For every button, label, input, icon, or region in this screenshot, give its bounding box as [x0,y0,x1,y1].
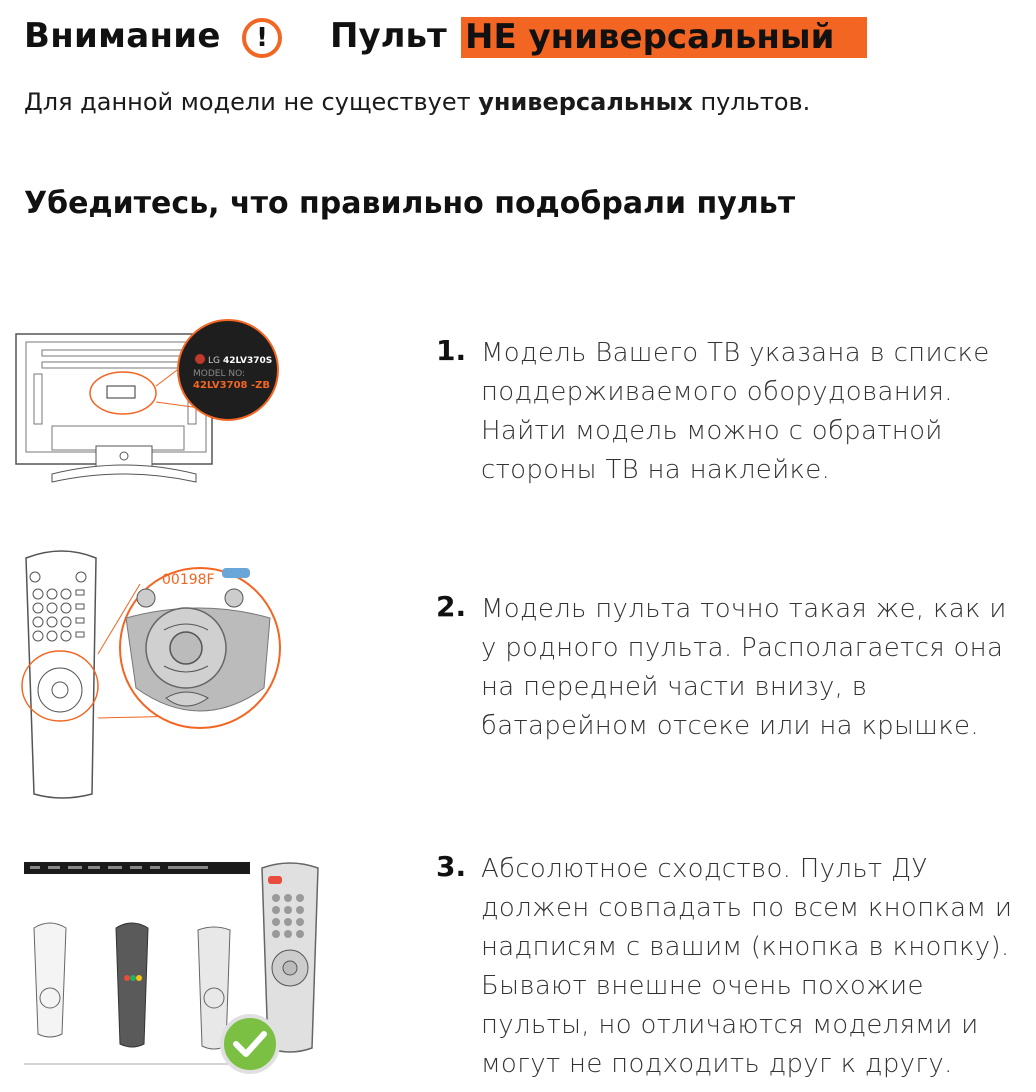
attention-title: Внимание [24,16,221,56]
intro-after: пультов. [692,88,811,116]
tv-back-illustration [12,306,332,496]
remote-code-label: 00198F [162,572,215,588]
remote-zoom-illustration [14,548,284,808]
step-2-text: Модель пульта точно такая же, как и у родного пульта. Располагается она на передней части внизу, в батарейном отсеке или на крышке. [481,594,1007,741]
remote-title: Пульт [330,16,447,56]
tv-brand-label: LG [208,356,220,366]
not-universal-badge: НЕ универсальный [461,17,867,58]
step-1-text: Модель Вашего ТВ указана в списке поддерживаемого оборудования. Найти модель можно с обратной стороны ТВ на наклейке. [481,338,990,485]
remotes-comparison-illustration [20,858,330,1078]
intro-before: Для данной модели не существует [24,88,479,116]
section-title: Убедитесь, что правильно подобрали пульт [24,186,796,221]
header [24,14,1014,60]
intro-text [24,88,810,116]
step-2-number: 2. [436,590,467,623]
tv-model-bottom: 42LV3708 -ZB [193,380,270,391]
exclamation-circle-icon: ! [242,18,282,58]
intro-bold: универсальных [478,88,693,116]
step-3-text: Абсолютное сходство. Пульт ДУ должен совпадать по всем кнопкам и надписям с вашим (кнопка в кнопку). Бывают внешне очень похожие пульты, но отличаются моделями и могут не подходить друг к другу. [481,854,1013,1079]
step-1-number: 1. [436,334,467,367]
check-badge-icon [222,1016,278,1072]
tv-model-caption: MODEL NO: [193,369,246,379]
tv-model-top: 42LV370S [223,356,273,366]
step-3-number: 3. [436,850,467,883]
